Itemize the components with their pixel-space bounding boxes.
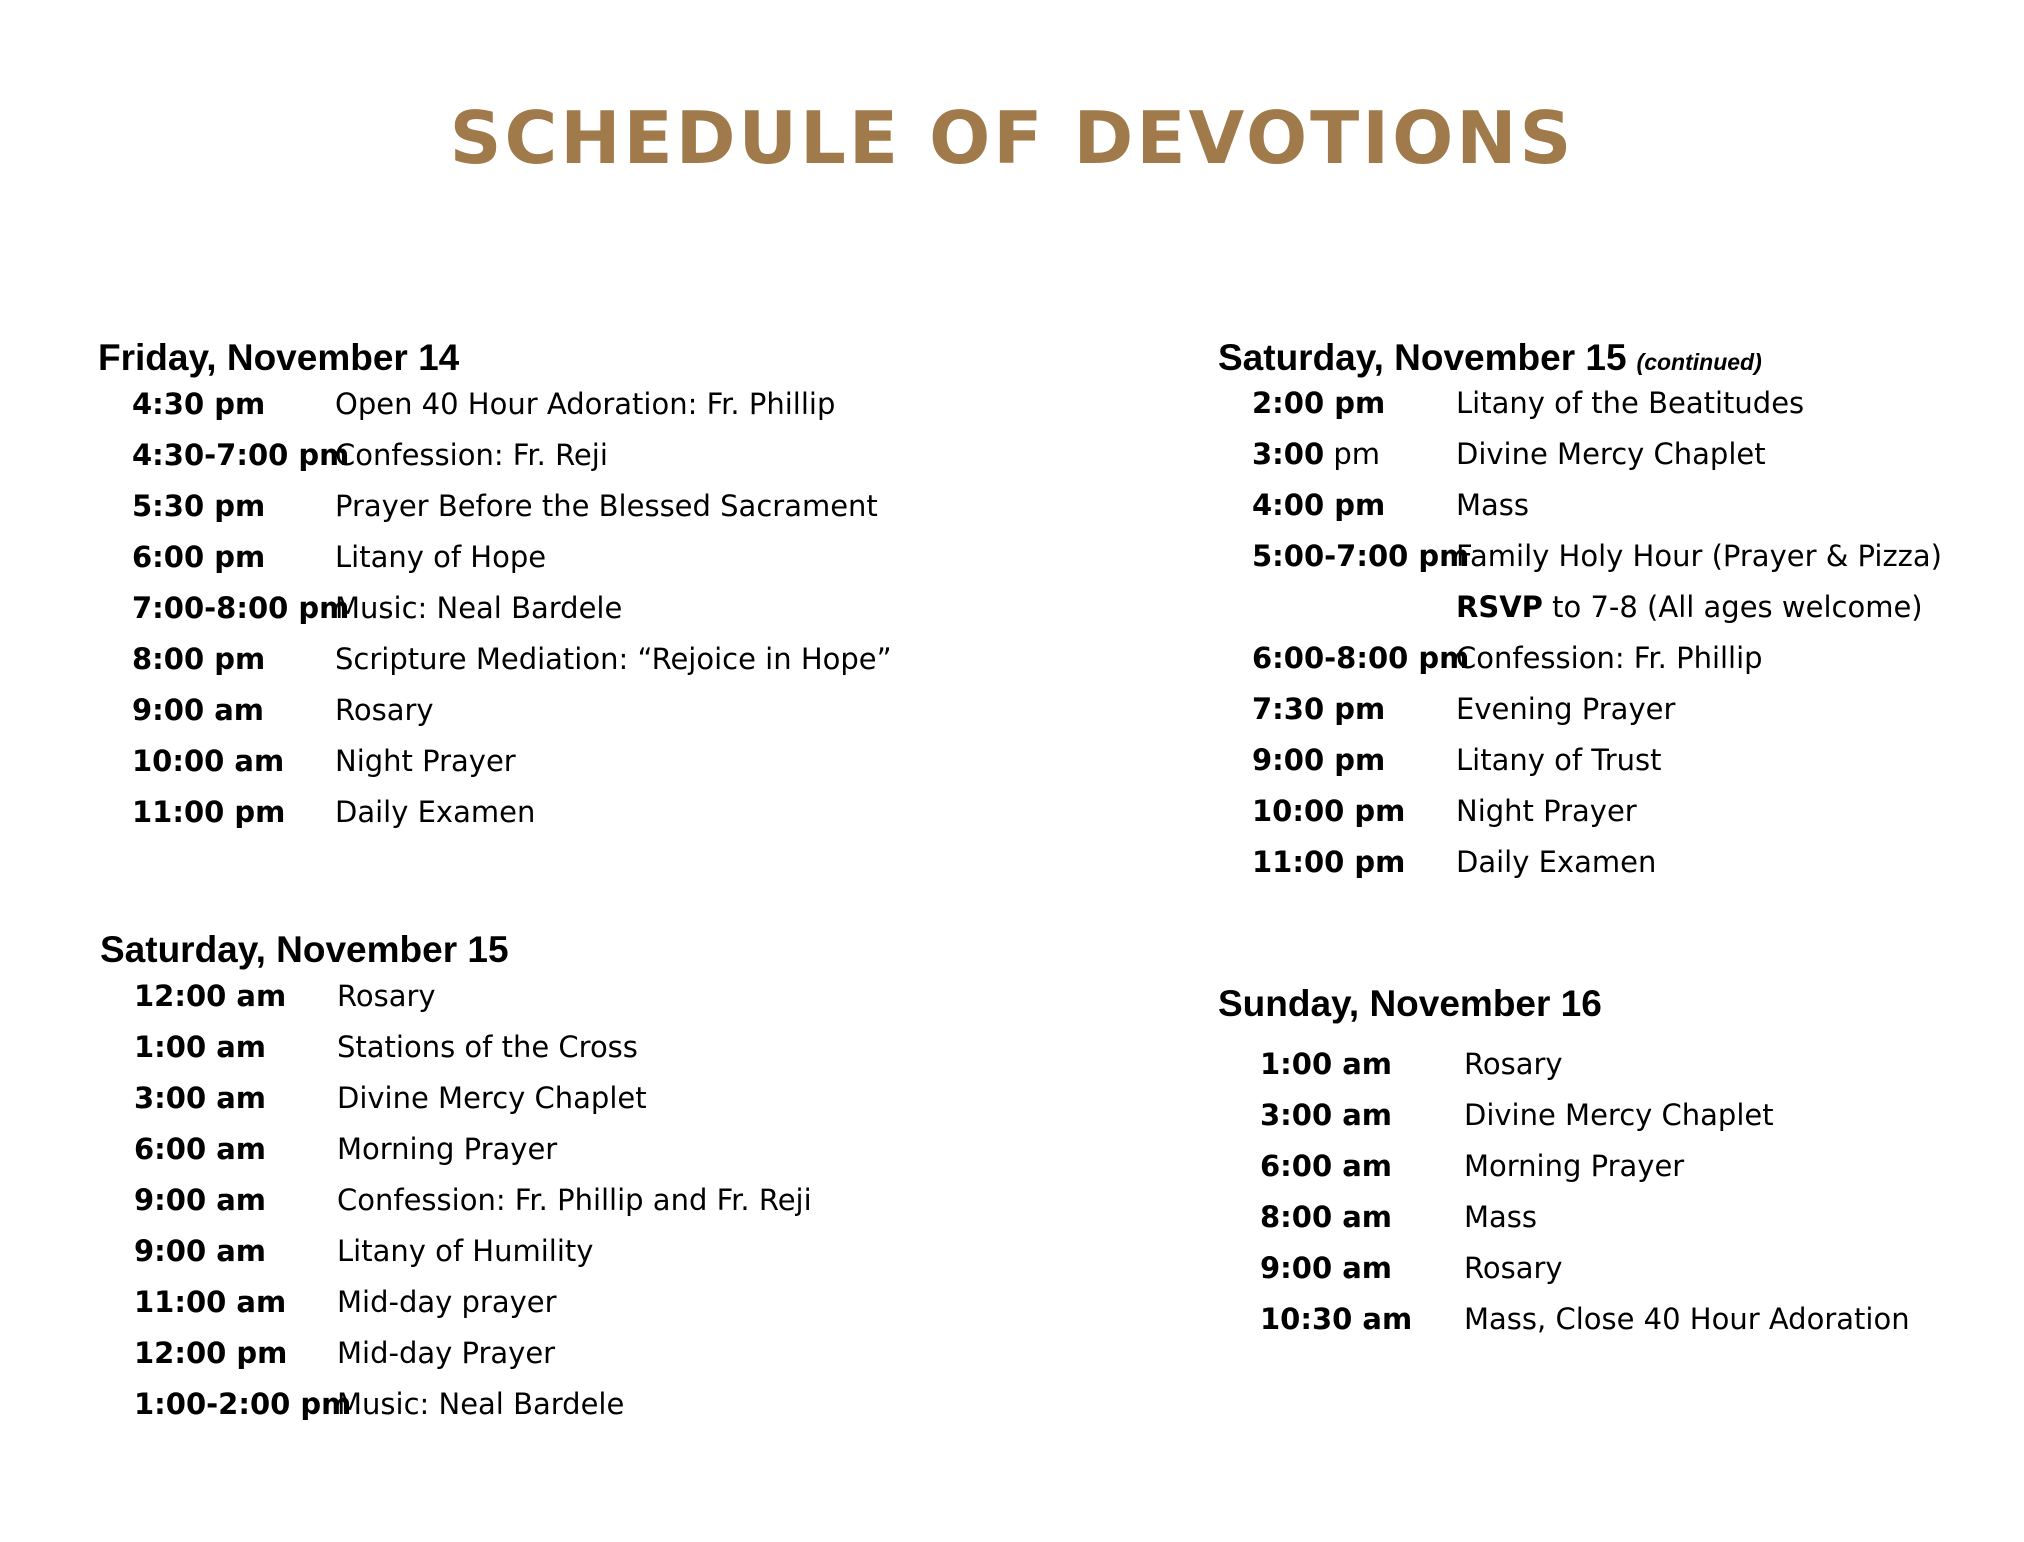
- event: Mass: [1464, 1200, 1538, 1234]
- time: 4:30 pm: [132, 387, 266, 421]
- time: 12:00 pm: [134, 1336, 288, 1370]
- time: 5:30 pm: [132, 489, 266, 523]
- time-suffix: pm: [1324, 437, 1381, 471]
- time: 4:30-7:00 pm: [132, 438, 350, 472]
- event: Confession: Fr. Phillip and Fr. Reji: [337, 1183, 812, 1217]
- time: 6:00-8:00 pm: [1252, 641, 1470, 675]
- time: 6:00 pm: [132, 540, 266, 574]
- time: 10:30 am: [1260, 1302, 1413, 1336]
- event: [1456, 587, 1923, 627]
- section-heading: Sunday, November 16: [1218, 983, 1602, 1024]
- event: Litany of Humility: [337, 1234, 594, 1268]
- event: Family Holy Hour (Prayer & Pizza): [1456, 539, 1942, 573]
- event: Confession: Fr. Reji: [335, 438, 608, 472]
- event: Daily Examen: [335, 795, 536, 829]
- event: Music: Neal Bardele: [337, 1387, 625, 1421]
- event: Mass, Close 40 Hour Adoration: [1464, 1302, 1910, 1336]
- time: 1:00-2:00 pm: [134, 1387, 352, 1421]
- time: 10:00 pm: [1252, 794, 1406, 828]
- time: 2:00 pm: [1252, 386, 1386, 420]
- heading-text: Saturday, November 15: [1218, 337, 1627, 378]
- event: Rosary: [1464, 1251, 1563, 1285]
- time: 1:00 am: [1260, 1047, 1393, 1081]
- event: Divine Mercy Chaplet: [1456, 437, 1766, 471]
- event: Mid-day Prayer: [337, 1336, 556, 1370]
- time: 9:00 am: [134, 1234, 267, 1268]
- event: Evening Prayer: [1456, 692, 1676, 726]
- time: 10:00 am: [132, 744, 285, 778]
- time: 11:00 am: [134, 1285, 287, 1319]
- event: Mass: [1456, 488, 1530, 522]
- time: 9:00 am: [134, 1183, 267, 1217]
- time: 11:00 pm: [132, 795, 286, 829]
- time: [1252, 434, 1380, 474]
- event: Open 40 Hour Adoration: Fr. Phillip: [335, 387, 836, 421]
- time: 1:00 am: [134, 1030, 267, 1064]
- section-heading: [1218, 336, 1762, 384]
- time: 9:00 pm: [1252, 743, 1386, 777]
- section-heading: Friday, November 14: [98, 337, 460, 378]
- event: Morning Prayer: [1464, 1149, 1685, 1183]
- continued-note: (continued): [1636, 349, 1762, 375]
- time: 9:00 am: [132, 693, 265, 727]
- event: Divine Mercy Chaplet: [1464, 1098, 1774, 1132]
- event: Prayer Before the Blessed Sacrament: [335, 489, 878, 523]
- time: 8:00 pm: [132, 642, 266, 676]
- section-friday: [98, 336, 892, 829]
- time: 12:00 am: [134, 979, 287, 1013]
- section-saturday-continued: [1218, 336, 1942, 879]
- event: Rosary: [1464, 1047, 1563, 1081]
- section-saturday: [100, 928, 812, 1421]
- rsvp-label: RSVP: [1456, 590, 1543, 624]
- time-hour: 3:00: [1252, 437, 1325, 471]
- page-title: SCHEDULE OF DEVOTIONS: [449, 96, 1575, 180]
- time: 9:00 am: [1260, 1251, 1393, 1285]
- event: Rosary: [337, 979, 436, 1013]
- event: Morning Prayer: [337, 1132, 558, 1166]
- rsvp-text: to 7-8 (All ages welcome): [1542, 590, 1923, 624]
- event: Mid-day prayer: [337, 1285, 557, 1319]
- time: 3:00 am: [1260, 1098, 1393, 1132]
- time: 6:00 am: [134, 1132, 267, 1166]
- event: Litany of Hope: [335, 540, 547, 574]
- event: Stations of the Cross: [337, 1030, 638, 1064]
- event: Litany of the Beatitudes: [1456, 386, 1805, 420]
- event: Music: Neal Bardele: [335, 591, 623, 625]
- event: Night Prayer: [1456, 794, 1637, 828]
- event: Confession: Fr. Phillip: [1456, 641, 1763, 675]
- section-sunday: [1218, 982, 1910, 1336]
- time: 4:00 pm: [1252, 488, 1386, 522]
- time: 6:00 am: [1260, 1149, 1393, 1183]
- time: 7:30 pm: [1252, 692, 1386, 726]
- event: Rosary: [335, 693, 434, 727]
- event: Scripture Mediation: “Rejoice in Hope”: [335, 642, 892, 676]
- event: Litany of Trust: [1456, 743, 1662, 777]
- time: 8:00 am: [1260, 1200, 1393, 1234]
- time: 11:00 pm: [1252, 845, 1406, 879]
- event: Daily Examen: [1456, 845, 1657, 879]
- time: 5:00-7:00 pm: [1252, 539, 1470, 573]
- event: Divine Mercy Chaplet: [337, 1081, 647, 1115]
- section-heading: Saturday, November 15: [100, 929, 509, 970]
- event: Night Prayer: [335, 744, 516, 778]
- time: 3:00 am: [134, 1081, 267, 1115]
- time: 7:00-8:00 pm: [132, 591, 350, 625]
